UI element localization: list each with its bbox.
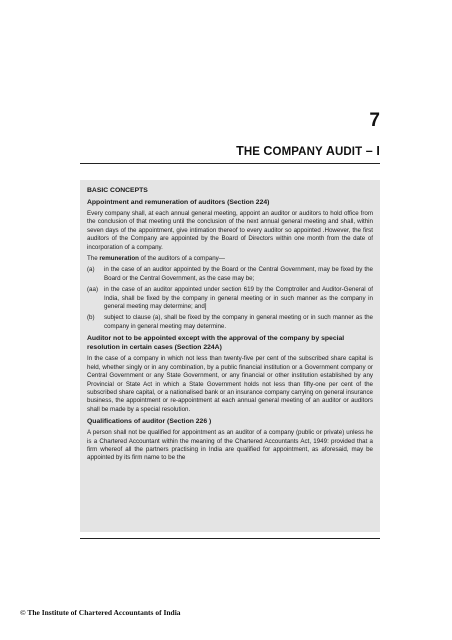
title-rest-3: UDIT [334,146,363,158]
remuneration-post: of the auditors of a company— [138,255,225,263]
list-item-text: in the case of an auditor appointed by the Board or the Central Government, may be fixed by the Board or the Central Government, as the case may be; [104,266,373,282]
paragraph-special-resolution: In the case of a company in which not less than twenty-five per cent of the subscribed share capital is held, whether singly or in any combination, by a public financial institution or a Government company or Central Government or any State Government, or any financial or other institution established by any Provincial or State Act in which a State Government holds not less than fifty-one per cent of the subscribed share capital, or a nationalised bank or an insurance company carrying on general insurance business, the appointment or re-appointment at each annual general meeting of an auditor or auditors shall be made by a special resolution. [87,355,373,413]
subheading-qualifications: Qualifications of auditor (Section 226 ) [87,418,212,426]
subheading-special-resolution: Auditor not to be appointed except with the approval of the company by special resolution in certain cases (Section 224A) [87,335,345,352]
title-cap-3: A [325,144,335,158]
basic-concepts-box [80,180,380,532]
box-heading: BASIC CONCEPTS [87,187,148,194]
list-item [87,286,373,311]
bottom-divider [80,538,380,539]
list-item-text: subject to clause (a), shall be fixed by the company in general meeting or in such manner as the company in general meeting may determine. [104,314,373,330]
title-cap-2: C [263,144,273,158]
chapter-number: 7 [369,110,380,131]
title-rest-2: OMPANY [272,146,326,158]
title-suffix: – I [362,144,380,158]
footer-copyright: © The Institute of Chartered Accountants of India [20,608,181,617]
remuneration-pre: The [87,255,100,263]
subheading-appointment: Appointment and remuneration of auditors (Section 224) [87,199,270,206]
chapter-title [236,144,380,158]
paragraph-qualifications: A person shall not be qualified for appointment as an auditor of a company (public or private) unless he is a Chartered Accountant within the meaning of the Chartered Accountants Act, 1949: provided that a firm whereof all the partners practising in India are qualified for appointment, as aforesaid, may be appointed by its firm name to be the [87,429,373,462]
list-item [87,266,373,283]
paragraph-appointment: Every company shall, at each annual general meeting, appoint an auditor or auditors to hold office from the conclusion of that meeting until the conclusion of the next annual general meeting and shall, within seven days of the appointment, give intimation thereof to every auditor so appointed .However, the first auditors of the Company are appointed by the Board of Directors within one month from the date of incorporation of a company. [87,210,373,251]
title-cap-1: T [236,144,244,158]
list-item-text: in the case of an auditor appointed under section 619 by the Comptroller and Auditor-General of India, shall be fixed by the company in general meeting or in such manner as the company in general meeting may determine; and] [104,286,373,311]
title-divider [80,163,380,164]
list-item-label: (a) [87,266,95,274]
remuneration-bold: remuneration [99,255,139,263]
list-item [87,314,373,331]
list-item-label: (aa) [87,286,99,294]
list-item-label: (b) [87,314,95,322]
remuneration-intro [87,255,373,263]
title-rest-1: HE [243,146,264,158]
